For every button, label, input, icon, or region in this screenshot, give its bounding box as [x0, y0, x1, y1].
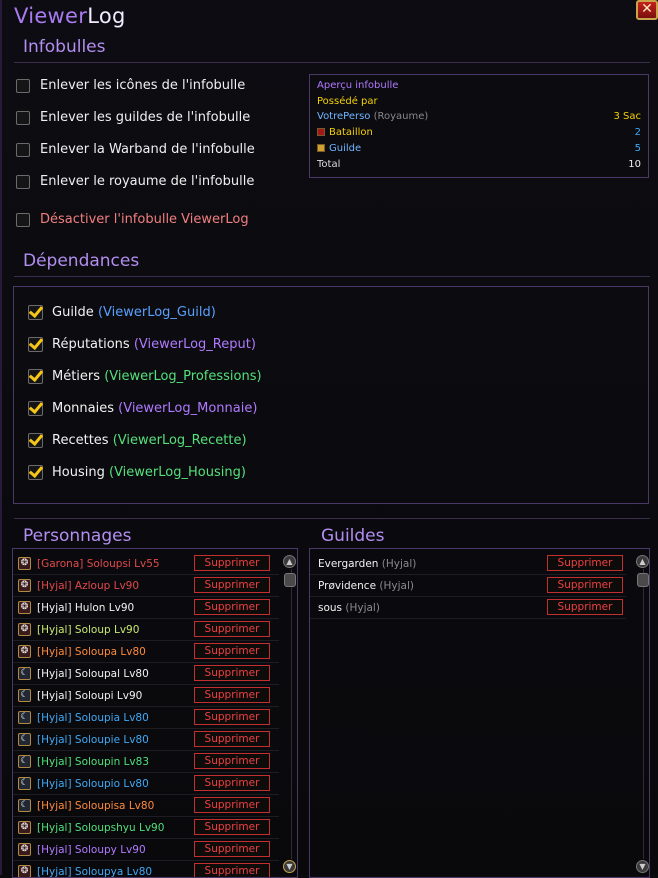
tooltip-option-label: Enlever la Warband de l'infobulle [40, 142, 255, 157]
character-row [13, 619, 279, 641]
preview-total-value: 10 [628, 158, 641, 170]
character-name: [Hyjal] Soloup Lv90 [37, 623, 140, 636]
dependency-4[interactable] [28, 401, 257, 416]
horde-icon: ❂ [18, 821, 31, 834]
preview-title: Aperçu infobulle [317, 79, 399, 91]
characters-scroll-track [291, 569, 292, 859]
checkbox-icon[interactable] [16, 79, 30, 93]
check-icon[interactable] [28, 337, 43, 352]
character-name: [Hyjal] Soloupal Lv80 [37, 667, 149, 680]
alliance-icon: ☾ [18, 711, 31, 724]
divider [14, 276, 650, 277]
delete-character-button[interactable]: Supprimer [194, 643, 270, 659]
preview-warband-label: Bataillon [329, 126, 373, 138]
delete-character-button[interactable]: Supprimer [194, 731, 270, 747]
character-name: [Hyjal] Soloupshyu Lv90 [37, 821, 165, 834]
guilds-list[interactable] [309, 548, 650, 878]
character-name: [Hyjal] Hulon Lv90 [37, 601, 135, 614]
scroll-down-icon[interactable]: ▼ [283, 860, 296, 873]
tooltip-option-label: Enlever les guildes de l'infobulle [40, 110, 251, 125]
character-name: [Hyjal] Soloupi Lv90 [37, 689, 143, 702]
character-row [13, 795, 279, 817]
characters-scroll-thumb[interactable] [284, 573, 296, 587]
dependency-module: (ViewerLog_Professions) [104, 369, 262, 384]
preview-char-realm: (Royaume) [373, 110, 429, 122]
character-name: [Hyjal] Soloupia Lv80 [37, 711, 149, 724]
alliance-icon: ☾ [18, 733, 31, 746]
delete-character-button[interactable]: Supprimer [194, 665, 270, 681]
title-part1: Viewer [14, 4, 88, 28]
check-icon[interactable] [28, 369, 43, 384]
window-title [14, 4, 126, 28]
dependency-module: (ViewerLog_Housing) [109, 465, 246, 480]
horde-icon: ❂ [18, 843, 31, 856]
tooltip-option-3[interactable] [16, 142, 255, 157]
delete-character-button[interactable]: Supprimer [194, 577, 270, 593]
scroll-up-icon[interactable]: ▲ [636, 555, 649, 568]
horde-icon: ❂ [18, 623, 31, 636]
checkbox-icon[interactable] [16, 175, 30, 189]
tooltip-option-label: Désactiver l'infobulle ViewerLog [40, 212, 249, 227]
alliance-icon: ☾ [18, 799, 31, 812]
dependency-name: Réputations [52, 337, 130, 352]
preview-char-value: 3 Sac [613, 110, 641, 122]
character-row [13, 751, 279, 773]
dependency-name: Guilde [52, 305, 94, 320]
delete-character-button[interactable]: Supprimer [194, 599, 270, 615]
dependency-module: (ViewerLog_Monnaie) [118, 401, 258, 416]
alliance-icon: ☾ [18, 755, 31, 768]
check-icon[interactable] [28, 401, 43, 416]
character-name: [Hyjal] Soloupie Lv80 [37, 733, 149, 746]
character-row [13, 685, 279, 707]
dependency-2[interactable] [28, 337, 256, 352]
dependency-5[interactable] [28, 433, 247, 448]
delete-character-button[interactable]: Supprimer [194, 841, 270, 857]
delete-character-button[interactable]: Supprimer [194, 863, 270, 878]
guilds-scroll-thumb[interactable] [637, 573, 649, 587]
delete-character-button[interactable]: Supprimer [194, 819, 270, 835]
divider [14, 62, 650, 63]
delete-guild-button[interactable]: Supprimer [547, 599, 623, 615]
tooltip-option-5[interactable] [16, 212, 249, 227]
delete-guild-button[interactable]: Supprimer [547, 577, 623, 593]
dependency-6[interactable] [28, 465, 246, 480]
guild-row [310, 553, 626, 575]
delete-character-button[interactable]: Supprimer [194, 709, 270, 725]
character-name: [Hyjal] Soloupy Lv90 [37, 843, 146, 856]
title-part2: Log [87, 4, 126, 28]
delete-character-button[interactable]: Supprimer [194, 621, 270, 637]
character-row [13, 839, 279, 861]
characters-list[interactable] [12, 548, 298, 878]
guilds-scroll-track [643, 569, 644, 859]
tooltip-option-label: Enlever les icônes de l'infobulle [40, 78, 246, 93]
guild-icon [317, 144, 325, 152]
delete-character-button[interactable]: Supprimer [194, 753, 270, 769]
guild-row [310, 597, 626, 619]
guild-row [310, 575, 626, 597]
character-name: [Hyjal] Azloup Lv90 [37, 579, 140, 592]
section-tooltips-title: Infobulles [23, 37, 106, 57]
character-row [13, 663, 279, 685]
character-name: [Hyjal] Soloupya Lv80 [37, 865, 153, 878]
dependency-3[interactable] [28, 369, 262, 384]
character-row [13, 729, 279, 751]
preview-char-name: VotrePerso [317, 110, 371, 122]
check-icon[interactable] [28, 433, 43, 448]
delete-character-button[interactable]: Supprimer [194, 687, 270, 703]
checkbox-icon[interactable] [16, 111, 30, 125]
warband-icon [317, 128, 325, 136]
horde-icon: ❂ [18, 645, 31, 658]
tooltip-option-1[interactable] [16, 78, 245, 93]
check-icon[interactable] [28, 465, 43, 480]
close-icon[interactable]: ✕ [636, 0, 658, 20]
guild-name: Prøvidence [318, 579, 377, 592]
scroll-down-icon[interactable]: ▼ [636, 860, 649, 873]
tooltip-option-2[interactable] [16, 110, 250, 125]
guild-name: Evergarden [318, 557, 379, 570]
character-row [13, 773, 279, 795]
tooltip-option-4[interactable] [16, 174, 254, 189]
delete-guild-button[interactable]: Supprimer [547, 555, 623, 571]
dependency-name: Recettes [52, 433, 109, 448]
character-row [13, 641, 279, 663]
preview-guild-value: 5 [634, 142, 641, 154]
character-name: [Hyjal] Soloupa Lv80 [37, 645, 146, 658]
delete-character-button[interactable]: Supprimer [194, 775, 270, 791]
dependency-module: (ViewerLog_Recette) [112, 433, 247, 448]
check-icon[interactable] [28, 305, 43, 320]
guild-realm: (Hyjal) [379, 579, 414, 592]
character-name: [Hyjal] Soloupio Lv80 [37, 777, 149, 790]
alliance-icon: ☾ [18, 667, 31, 680]
horde-icon: ❂ [18, 865, 31, 878]
preview-owned-by: Possédé par [317, 95, 378, 107]
character-row [13, 575, 279, 597]
dependency-name: Monnaies [52, 401, 114, 416]
character-name: [Hyjal] Soloupisa Lv80 [37, 799, 155, 812]
section-guilds-title: Guildes [321, 526, 385, 546]
alliance-icon: ☾ [18, 777, 31, 790]
character-row [13, 861, 279, 878]
checkbox-icon[interactable] [16, 143, 30, 157]
horde-icon: ❂ [18, 557, 31, 570]
delete-character-button[interactable]: Supprimer [194, 797, 270, 813]
horde-icon: ❂ [18, 579, 31, 592]
dependency-module: (ViewerLog_Reput) [133, 337, 256, 352]
dependency-name: Housing [52, 465, 105, 480]
scroll-up-icon[interactable]: ▲ [283, 555, 296, 568]
divider [14, 518, 650, 519]
section-characters-title: Personnages [23, 526, 132, 546]
character-row [13, 817, 279, 839]
guild-realm: (Hyjal) [381, 557, 417, 570]
preview-total-label: Total [317, 158, 341, 170]
character-row [13, 597, 279, 619]
tooltip-preview [309, 74, 649, 178]
preview-warband-value: 2 [634, 126, 641, 138]
character-name: [Hyjal] Soloupin Lv83 [37, 755, 149, 768]
character-row [13, 553, 279, 575]
guild-name: sous [318, 601, 343, 614]
character-row [13, 707, 279, 729]
preview-guild-label: Guilde [329, 142, 362, 154]
guild-realm: (Hyjal) [345, 601, 380, 614]
horde-icon: ❂ [18, 601, 31, 614]
dependency-name: Métiers [52, 369, 101, 384]
dependency-module: (ViewerLog_Guild) [97, 305, 216, 320]
tooltip-option-label: Enlever le royaume de l'infobulle [40, 174, 255, 189]
alliance-icon: ☾ [18, 689, 31, 702]
dependency-1[interactable] [28, 305, 216, 320]
checkbox-icon[interactable] [16, 213, 30, 227]
delete-character-button[interactable]: Supprimer [194, 555, 270, 571]
dependencies-box [13, 286, 649, 504]
section-dependencies-title: Dépendances [23, 251, 140, 271]
character-name: [Garona] Soloupsi Lv55 [37, 557, 160, 570]
